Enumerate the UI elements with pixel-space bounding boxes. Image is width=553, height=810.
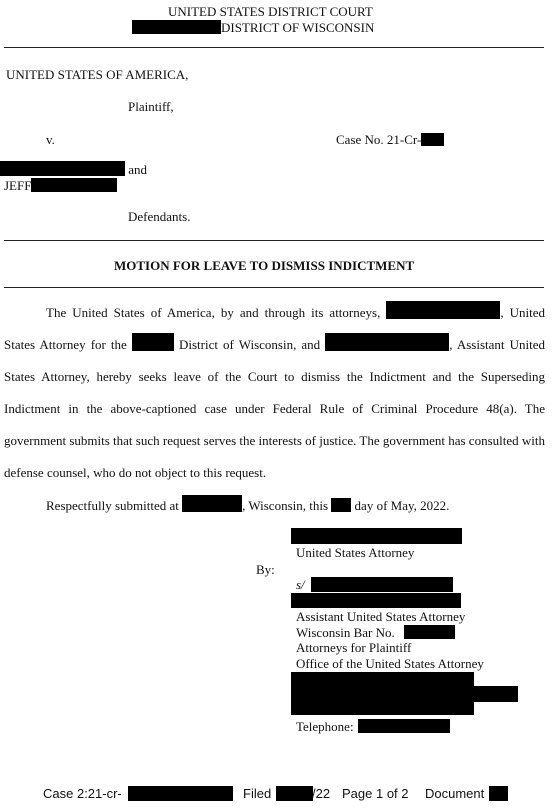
footer-document: Document (425, 786, 485, 801)
us-attorney-title: United States Attorney (296, 545, 415, 560)
redaction-block (291, 593, 461, 608)
body-text: , United States Attorney for the (4, 305, 546, 352)
redaction-block (331, 498, 351, 512)
footer-page: Page 1 of 2 (342, 786, 409, 801)
signature-line (296, 577, 305, 593)
redaction-block (128, 786, 233, 801)
footer-filed: Filed (243, 786, 272, 801)
case-number (336, 132, 444, 148)
caption-bottom-rule (4, 240, 544, 241)
court-name-line2 (132, 20, 374, 36)
telephone-line (296, 719, 354, 735)
defendant-1 (0, 161, 147, 178)
body-text: , Assistant United States Attorney, hereby seeks leave of the Court to dismiss the Indictment and the Superseding Indictment in the above-captioned case under Federal Rule of Criminal Procedure 48(a). The government submits that such request serves the interests of justice. The government has consulted with defense counsel, who do not object to this request. (4, 337, 545, 480)
redaction-block (358, 719, 450, 733)
redaction-block (182, 495, 242, 512)
title-rule (4, 287, 544, 288)
redaction-block (132, 333, 174, 351)
motion-title: MOTION FOR LEAVE TO DISMISS INDICTMENT (114, 258, 415, 273)
redaction-block (291, 672, 474, 715)
redaction-block (467, 686, 518, 702)
and-word: and (128, 162, 148, 177)
office-name: Office of the United States Attorney (296, 656, 484, 671)
telephone-label: Telephone: (296, 719, 354, 734)
submission-line (46, 495, 449, 514)
plaintiff-name: UNITED STATES OF AMERICA, (6, 67, 189, 82)
footer-case-text: Case 2:21-cr- (43, 786, 122, 801)
by-label: By: (256, 562, 275, 577)
redaction-block (386, 301, 500, 319)
redaction-block (31, 178, 117, 192)
ausa-title: Assistant United States Attorney (296, 609, 466, 624)
court-district-text: DISTRICT OF WISCONSIN (221, 20, 375, 35)
footer-filed-year: /22 (312, 786, 331, 801)
redaction-block (311, 577, 453, 592)
redaction-block (276, 786, 313, 801)
defendant-2 (4, 178, 117, 194)
signature-mark: s/ (296, 577, 305, 592)
body-text: , Wisconsin, this (242, 498, 329, 513)
plaintiff-label: Plaintiff, (128, 99, 174, 114)
caption-top-rule (4, 47, 544, 48)
body-text: District of Wisconsin, and (178, 337, 321, 352)
redaction-block (291, 528, 462, 544)
bar-number-label: Wisconsin Bar No. (296, 625, 395, 640)
redaction-block (489, 786, 508, 801)
motion-body-paragraph (4, 297, 545, 489)
defendant-2-prefix: JEFF (4, 178, 32, 193)
redaction-block (0, 161, 125, 176)
body-text: day of May, 2022. (354, 498, 450, 513)
court-name-line1: UNITED STATES DISTRICT COURT (168, 4, 373, 19)
defendants-label: Defendants. (128, 209, 191, 224)
redaction-block (421, 133, 444, 146)
case-number-text: Case No. 21-Cr- (336, 132, 422, 147)
attorneys-for-plaintiff: Attorneys for Plaintiff (296, 640, 412, 655)
redaction-block (404, 625, 455, 639)
versus-label: v. (46, 132, 55, 147)
redaction-block (325, 333, 449, 351)
footer-case (43, 786, 122, 801)
redaction-block (132, 20, 221, 34)
bar-number (296, 625, 395, 641)
body-text: Respectfully submitted at (46, 498, 179, 513)
body-text: The United States of America, by and through its attorneys, (46, 305, 381, 320)
